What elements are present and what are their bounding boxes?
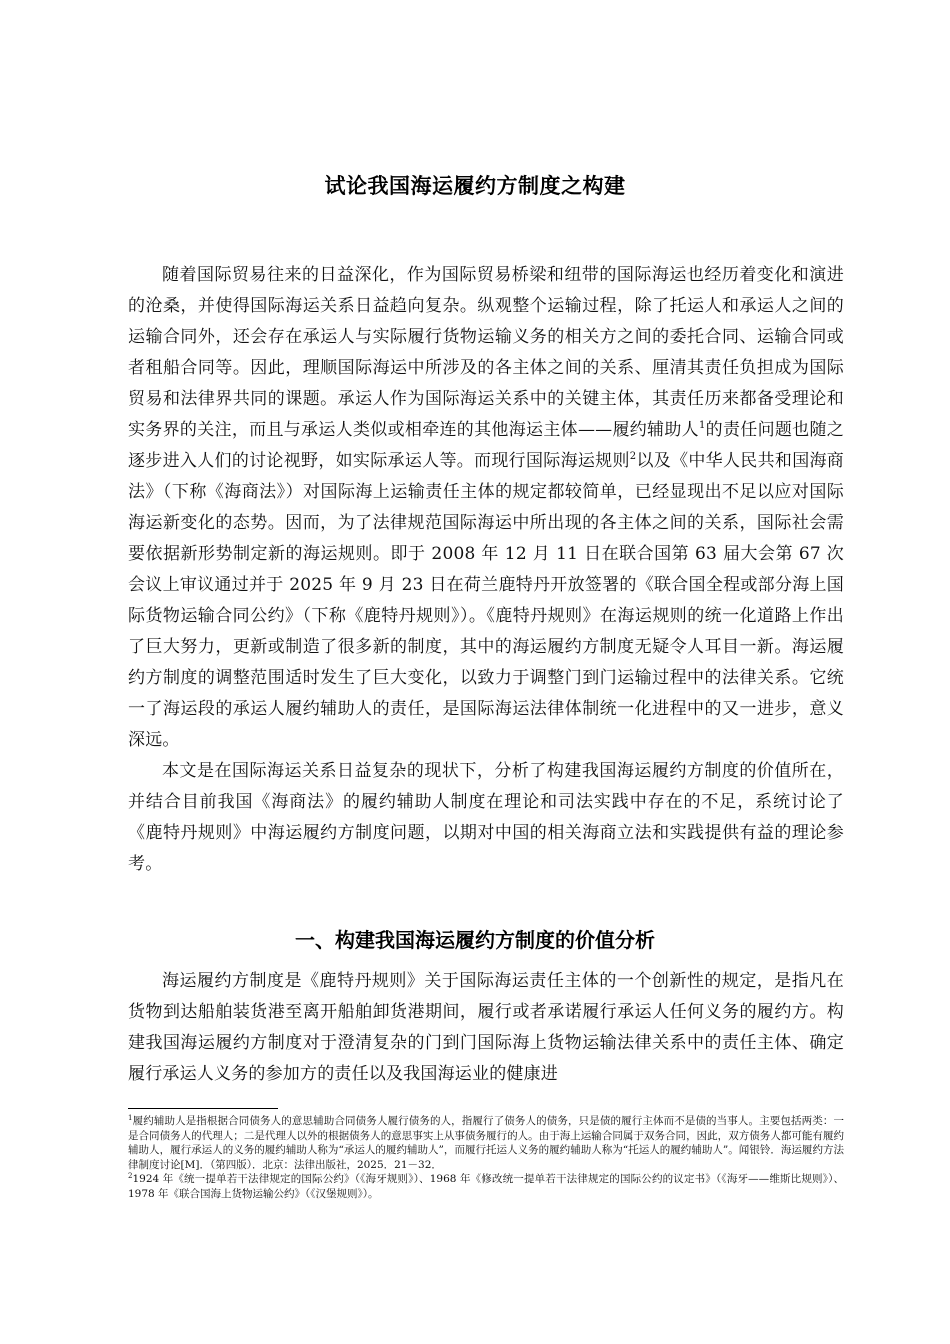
footnote-number: 2: [128, 1172, 133, 1180]
intro-text-b: 的责任问题也随之逐步进入人们的讨论视野，如实际承运人等。而现行国际海运规则: [128, 420, 844, 471]
section-heading-1: 一、构建我国海运履约方制度的价值分析: [295, 928, 655, 952]
footnote-text: 1924 年《统一提单若干法律规定的国际公约》（《海牙规则》）、1968 年《修改统一提单若干法律规定的国际公约的议定书》（《海牙——维斯比规则》）、1978 年《联合国海上货物运输公约》（《汉堡规则》）。: [128, 1173, 844, 1200]
footnote-ref-2[interactable]: 2: [629, 451, 637, 462]
section-1-body: [128, 966, 844, 1090]
section-1-paragraph-1: 海运履约方制度是《鹿特丹规则》关于国际海运责任主体的一个创新性的规定，是指凡在货物到达船舶装货港至离开船舶卸货港期间，履行或者承诺履行承运人任何义务的履约方。构建我国海运履约方制度对于澄清复杂的门到门国际海上货物运输法律关系中的责任主体、确定履行承运人义务的参加方的责任以及我国海运业的健康进: [128, 971, 844, 1084]
footnote-2: [128, 1172, 844, 1201]
footnote-ref-1[interactable]: 1: [698, 420, 706, 431]
footnote-number: 1: [128, 1114, 133, 1122]
intro-text-c: 以及《中华人民共和国海商法》（下称《海商法》）对国际海上运输责任主体的规定都较简单，已经显现出不足以应对国际海运新变化的态势。因而，为了法律规范国际海运中所出现的各主体之间的关系，国际社会需要依据新形势制定新的海运规则。即于 2008 年 12 月 11 日在联合国第 63 届大会第 67 次会议上审议通过并于 2025 年 9 月 23 日在荷兰鹿特丹开放签署的《联合国全程或部分海上国际货物运输合同公约》（下称《鹿特丹规则》）。《鹿特丹规则》在海运规则的统一化道路上作出了巨大努力，更新或制造了很多新的制度，其中的海运履约方制度无疑令人耳目一新。海运履约方制度的调整范围适时发生了巨大变化，以致力于调整门到门运输过程中的法律关系。它统一了海运段的承运人履约辅助人的责任，是国际海运法律体制统一化进程中的又一进步，意义深远。: [128, 451, 844, 750]
introduction: [128, 260, 844, 880]
footnote-text: 履约辅助人是指根据合同债务人的意思辅助合同债务人履行债务的人，指履行了债务人的债务，只是债的履行主体而不是债的当事人。主要包括两类：一是合同债务人的代理人；二是代理人以外的根据债务人的意思事实上从事债务履行的人。由于海上运输合同属于双务合同，因此，双方债务人都可能有履约辅助人，履行承运人的义务的履约辅助人称为“承运人的履约辅助人”，而履行托运人义务的履约辅助人称为“托运人的履约辅助人”。闻银铃．海运履约方法律制度讨论[M]．（第四版）．北京：法律出版社，2025．21－32．: [128, 1115, 844, 1171]
intro-text-a: 随着国际贸易往来的日益深化，作为国际贸易桥梁和纽带的国际海运也经历着变化和演进的沧桑，并使得国际海运关系日益趋向复杂。纵观整个运输过程，除了托运人和承运人之间的运输合同外，还会存在承运人与实际履行货物运输义务的相关方之间的委托合同、运输合同或者租船合同等。因此，理顺国际海运中所涉及的各主体之间的关系、厘清其责任负担成为国际贸易和法律界共同的课题。承运人作为国际海运关系中的关键主体，其责任历来都备受理论和实务界的关注，而且与承运人类似或相牵连的其他海运主体——履约辅助人: [128, 265, 844, 440]
intro-paragraph-1: [128, 260, 844, 756]
footnote-1: [128, 1114, 844, 1172]
footnotes: [128, 1114, 844, 1201]
paper-title: 试论我国海运履约方制度之构建: [324, 174, 626, 198]
intro-paragraph-2: 本文是在国际海运关系日益复杂的现状下，分析了构建我国海运履约方制度的价值所在，并结合目前我国《海商法》的履约辅助人制度在理论和司法实践中存在的不足，系统讨论了《鹿特丹规则》中海运履约方制度问题，以期对中国的相关海商立法和实践提供有益的理论参考。: [128, 761, 844, 874]
footnote-separator: [128, 1108, 278, 1109]
